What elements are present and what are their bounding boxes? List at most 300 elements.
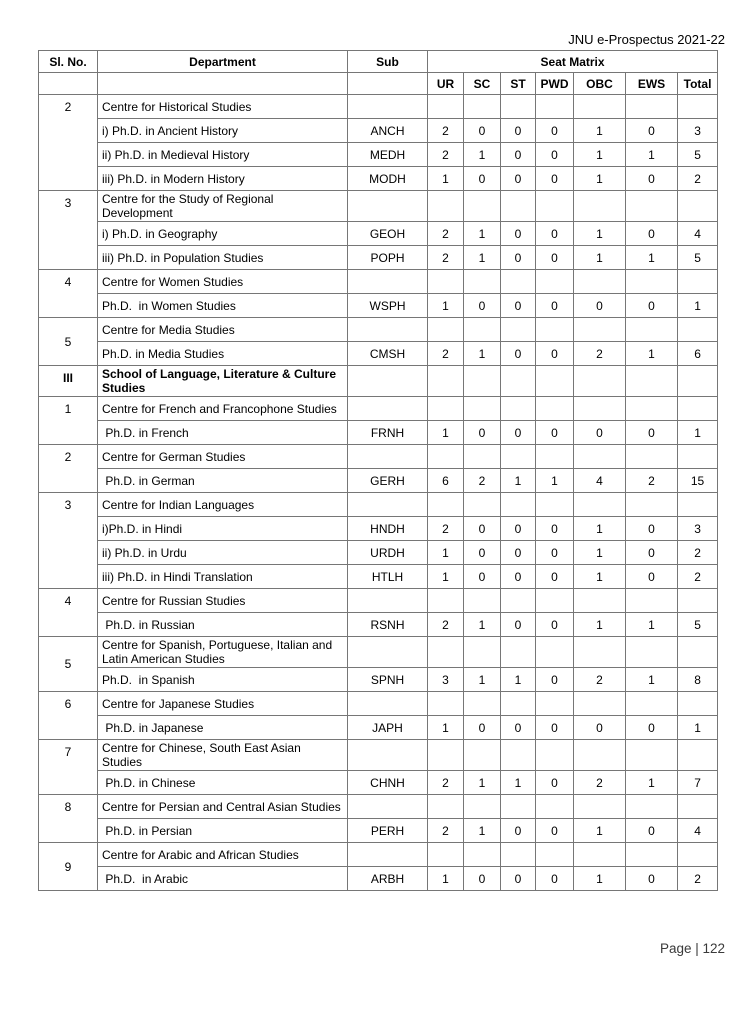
seat-cell-total: 2 — [678, 565, 718, 589]
table-row — [39, 692, 718, 716]
table-row — [39, 445, 718, 469]
seat-cell-total: 1 — [678, 421, 718, 445]
table-row — [39, 119, 718, 143]
seat-cell-st — [501, 366, 536, 397]
seat-cell-pwd: 0 — [536, 517, 574, 541]
seat-cell-ews: 0 — [626, 819, 678, 843]
department-cell: i) Ph.D. in Geography — [98, 222, 348, 246]
seat-cell-total: 4 — [678, 222, 718, 246]
seat-cell-obc — [574, 270, 626, 294]
department-cell: Centre for Chinese, South East Asian Studies — [98, 740, 348, 771]
seat-cell-total — [678, 795, 718, 819]
seat-cell-st — [501, 397, 536, 421]
seat-cell-ews: 1 — [626, 613, 678, 637]
seat-cell-sc: 0 — [464, 421, 501, 445]
seat-cell-sc — [464, 270, 501, 294]
col-header-st: ST — [501, 73, 536, 95]
department-cell: Ph.D. in Media Studies — [98, 342, 348, 366]
table-row — [39, 318, 718, 342]
seat-cell-st: 0 — [501, 342, 536, 366]
seat-cell-total — [678, 843, 718, 867]
table-row — [39, 270, 718, 294]
seat-cell-ur — [428, 740, 464, 771]
seat-cell-ews: 1 — [626, 342, 678, 366]
seat-cell-st: 0 — [501, 819, 536, 843]
table-row — [39, 167, 718, 191]
seat-cell-st — [501, 692, 536, 716]
seat-cell-total — [678, 637, 718, 668]
col-header-pwd: PWD — [536, 73, 574, 95]
seat-cell-ews: 1 — [626, 771, 678, 795]
seat-cell-ews — [626, 692, 678, 716]
seat-cell-pwd — [536, 366, 574, 397]
seat-cell-ews — [626, 843, 678, 867]
seat-cell-total — [678, 397, 718, 421]
seat-cell-ews: 0 — [626, 565, 678, 589]
table-row — [39, 771, 718, 795]
seat-cell-obc: 1 — [574, 819, 626, 843]
sl-no-cell: 1 — [39, 397, 98, 445]
seat-cell-pwd: 0 — [536, 819, 574, 843]
seat-cell-total: 5 — [678, 613, 718, 637]
seat-cell-st: 1 — [501, 771, 536, 795]
seat-cell-ews — [626, 795, 678, 819]
department-cell: Ph.D. in German — [98, 469, 348, 493]
department-cell: Centre for Arabic and African Studies — [98, 843, 348, 867]
seat-cell-st: 0 — [501, 517, 536, 541]
seat-cell-pwd: 0 — [536, 613, 574, 637]
seat-cell-ews — [626, 397, 678, 421]
department-cell: Ph.D. in Spanish — [98, 668, 348, 692]
seat-cell-sc — [464, 637, 501, 668]
col-header-sc: SC — [464, 73, 501, 95]
sub-code-cell: FRNH — [348, 421, 428, 445]
seat-cell-ews — [626, 191, 678, 222]
seat-cell-ews: 0 — [626, 294, 678, 318]
table-row — [39, 668, 718, 692]
sub-code-cell — [348, 366, 428, 397]
sl-no-cell: 3 — [39, 191, 98, 270]
col-header-seat-matrix: Seat Matrix — [428, 51, 718, 73]
department-cell: Centre for German Studies — [98, 445, 348, 469]
seat-cell-ur — [428, 397, 464, 421]
seat-cell-ur: 2 — [428, 613, 464, 637]
seat-cell-pwd: 0 — [536, 565, 574, 589]
seat-cell-ur — [428, 493, 464, 517]
seat-cell-ur: 1 — [428, 294, 464, 318]
seat-cell-st — [501, 445, 536, 469]
department-cell: Ph.D. in Chinese — [98, 771, 348, 795]
department-cell: Centre for Japanese Studies — [98, 692, 348, 716]
seat-cell-obc — [574, 493, 626, 517]
seat-cell-st: 0 — [501, 119, 536, 143]
seat-cell-total: 2 — [678, 867, 718, 891]
seat-cell-total — [678, 493, 718, 517]
table-row — [39, 867, 718, 891]
seat-cell-ews: 1 — [626, 143, 678, 167]
seat-cell-total — [678, 740, 718, 771]
department-cell: Centre for Spanish, Portuguese, Italian and Latin American Studies — [98, 637, 348, 668]
sub-code-cell: WSPH — [348, 294, 428, 318]
department-cell: Centre for the Study of Regional Development — [98, 191, 348, 222]
seat-cell-st: 0 — [501, 565, 536, 589]
seat-cell-pwd — [536, 191, 574, 222]
sub-code-cell — [348, 445, 428, 469]
seat-cell-sc: 1 — [464, 222, 501, 246]
department-cell: School of Language, Literature & Culture Studies — [98, 366, 348, 397]
col-header-sub: Sub — [348, 51, 428, 73]
seat-cell-ews: 0 — [626, 222, 678, 246]
seat-cell-ews — [626, 589, 678, 613]
seat-cell-obc: 2 — [574, 668, 626, 692]
seat-cell-obc: 1 — [574, 119, 626, 143]
sub-code-cell: JAPH — [348, 716, 428, 740]
department-cell: Centre for Indian Languages — [98, 493, 348, 517]
seat-cell-pwd: 0 — [536, 294, 574, 318]
seat-cell-obc: 1 — [574, 167, 626, 191]
seat-cell-pwd — [536, 795, 574, 819]
sub-code-cell — [348, 191, 428, 222]
col-header-total: Total — [678, 73, 718, 95]
seat-cell-sc: 1 — [464, 342, 501, 366]
seat-cell-obc — [574, 445, 626, 469]
empty-header-cell — [39, 73, 98, 95]
seat-cell-sc — [464, 366, 501, 397]
table-row — [39, 246, 718, 270]
seat-cell-ews — [626, 445, 678, 469]
seat-matrix-table — [38, 50, 718, 891]
seat-cell-st — [501, 637, 536, 668]
seat-cell-total: 1 — [678, 716, 718, 740]
seat-cell-ur — [428, 318, 464, 342]
seat-table-body — [39, 95, 718, 891]
seat-cell-sc — [464, 493, 501, 517]
seat-cell-sc: 1 — [464, 613, 501, 637]
seat-cell-ur: 1 — [428, 716, 464, 740]
seat-cell-ews: 2 — [626, 469, 678, 493]
seat-cell-obc — [574, 318, 626, 342]
sub-code-cell — [348, 637, 428, 668]
department-cell: Centre for Media Studies — [98, 318, 348, 342]
seat-cell-st — [501, 589, 536, 613]
seat-cell-sc: 1 — [464, 771, 501, 795]
seat-cell-pwd: 0 — [536, 716, 574, 740]
department-cell: i)Ph.D. in Hindi — [98, 517, 348, 541]
seat-cell-sc: 1 — [464, 143, 501, 167]
sub-code-cell: URDH — [348, 541, 428, 565]
seat-cell-total: 7 — [678, 771, 718, 795]
seat-cell-sc — [464, 191, 501, 222]
sub-code-cell: ARBH — [348, 867, 428, 891]
seat-cell-ews: 0 — [626, 421, 678, 445]
table-row — [39, 843, 718, 867]
seat-cell-ur: 2 — [428, 246, 464, 270]
seat-cell-ur — [428, 692, 464, 716]
seat-cell-pwd — [536, 318, 574, 342]
seat-cell-ur: 2 — [428, 517, 464, 541]
sub-code-cell: GEOH — [348, 222, 428, 246]
table-row — [39, 95, 718, 119]
col-header-obc: OBC — [574, 73, 626, 95]
seat-cell-ur: 2 — [428, 222, 464, 246]
seat-cell-ur — [428, 445, 464, 469]
seat-cell-st: 1 — [501, 668, 536, 692]
seat-cell-pwd — [536, 692, 574, 716]
seat-cell-pwd — [536, 445, 574, 469]
table-header-row — [39, 51, 718, 73]
seat-cell-obc: 4 — [574, 469, 626, 493]
seat-cell-ews: 1 — [626, 246, 678, 270]
seat-cell-obc: 2 — [574, 771, 626, 795]
table-row — [39, 191, 718, 222]
seat-cell-ews: 0 — [626, 541, 678, 565]
sub-code-cell: HNDH — [348, 517, 428, 541]
department-cell: iii) Ph.D. in Modern History — [98, 167, 348, 191]
seat-cell-total: 1 — [678, 294, 718, 318]
col-header-ur: UR — [428, 73, 464, 95]
sl-no-cell: 2 — [39, 445, 98, 493]
seat-cell-obc — [574, 95, 626, 119]
table-row — [39, 517, 718, 541]
seat-cell-pwd — [536, 843, 574, 867]
sub-code-cell: CMSH — [348, 342, 428, 366]
table-row — [39, 637, 718, 668]
sub-code-cell: GERH — [348, 469, 428, 493]
seat-cell-obc: 1 — [574, 517, 626, 541]
department-cell: Ph.D. in Persian — [98, 819, 348, 843]
seat-cell-total: 8 — [678, 668, 718, 692]
seat-cell-st: 0 — [501, 167, 536, 191]
sub-code-cell — [348, 270, 428, 294]
table-row — [39, 397, 718, 421]
col-header-sl-no: Sl. No. — [39, 51, 98, 73]
sub-code-cell — [348, 589, 428, 613]
department-cell: Centre for Persian and Central Asian Studies — [98, 795, 348, 819]
seat-cell-pwd: 0 — [536, 342, 574, 366]
sub-code-cell: POPH — [348, 246, 428, 270]
seat-cell-ur — [428, 191, 464, 222]
department-cell: Centre for Women Studies — [98, 270, 348, 294]
seat-cell-total: 4 — [678, 819, 718, 843]
seat-cell-obc — [574, 740, 626, 771]
table-row — [39, 795, 718, 819]
table-row — [39, 366, 718, 397]
sub-code-cell: CHNH — [348, 771, 428, 795]
table-row — [39, 740, 718, 771]
department-cell: ii) Ph.D. in Medieval History — [98, 143, 348, 167]
seat-cell-obc: 0 — [574, 294, 626, 318]
sub-code-cell — [348, 493, 428, 517]
seat-cell-ur — [428, 95, 464, 119]
seat-cell-total: 15 — [678, 469, 718, 493]
seat-cell-total — [678, 95, 718, 119]
sl-no-cell: 4 — [39, 589, 98, 637]
seat-cell-obc: 1 — [574, 143, 626, 167]
seat-cell-total — [678, 445, 718, 469]
seat-cell-total — [678, 270, 718, 294]
seat-cell-st: 0 — [501, 294, 536, 318]
seat-cell-st: 0 — [501, 613, 536, 637]
seat-cell-st — [501, 493, 536, 517]
seat-cell-ews: 0 — [626, 167, 678, 191]
seat-cell-sc: 0 — [464, 541, 501, 565]
seat-cell-obc — [574, 692, 626, 716]
seat-cell-pwd: 0 — [536, 143, 574, 167]
seat-cell-obc: 1 — [574, 867, 626, 891]
sub-code-cell — [348, 795, 428, 819]
seat-cell-sc: 0 — [464, 167, 501, 191]
seat-cell-pwd: 0 — [536, 421, 574, 445]
seat-cell-obc: 0 — [574, 421, 626, 445]
table-row — [39, 613, 718, 637]
seat-cell-ur: 1 — [428, 167, 464, 191]
sub-code-cell: ANCH — [348, 119, 428, 143]
seat-cell-st: 0 — [501, 421, 536, 445]
seat-cell-sc: 2 — [464, 469, 501, 493]
seat-cell-total: 5 — [678, 143, 718, 167]
sl-no-cell: 9 — [39, 843, 98, 891]
seat-cell-obc — [574, 795, 626, 819]
department-cell: Centre for French and Francophone Studies — [98, 397, 348, 421]
seat-cell-sc — [464, 318, 501, 342]
seat-cell-ews — [626, 637, 678, 668]
seat-cell-st — [501, 795, 536, 819]
seat-cell-obc — [574, 366, 626, 397]
seat-cell-total: 6 — [678, 342, 718, 366]
seat-cell-ur: 1 — [428, 565, 464, 589]
seat-cell-total: 5 — [678, 246, 718, 270]
seat-cell-obc: 1 — [574, 613, 626, 637]
sub-code-cell — [348, 95, 428, 119]
sub-code-cell: MODH — [348, 167, 428, 191]
table-row — [39, 143, 718, 167]
seat-cell-st — [501, 740, 536, 771]
sl-no-cell: 8 — [39, 795, 98, 843]
seat-cell-ews — [626, 95, 678, 119]
sub-code-cell — [348, 318, 428, 342]
seat-cell-total — [678, 318, 718, 342]
sub-code-cell: SPNH — [348, 668, 428, 692]
seat-cell-ur — [428, 366, 464, 397]
seat-cell-sc: 0 — [464, 867, 501, 891]
seat-cell-sc: 1 — [464, 668, 501, 692]
seat-cell-pwd: 0 — [536, 867, 574, 891]
seat-cell-pwd: 0 — [536, 541, 574, 565]
sl-no-cell: III — [39, 366, 98, 397]
seat-cell-ews — [626, 493, 678, 517]
seat-cell-pwd: 0 — [536, 246, 574, 270]
seat-cell-ews — [626, 318, 678, 342]
seat-cell-sc: 0 — [464, 565, 501, 589]
seat-cell-st — [501, 843, 536, 867]
table-row — [39, 493, 718, 517]
seat-cell-sc: 0 — [464, 119, 501, 143]
seat-cell-ur: 1 — [428, 867, 464, 891]
seat-cell-ur — [428, 589, 464, 613]
seat-cell-obc: 1 — [574, 565, 626, 589]
table-row — [39, 819, 718, 843]
seat-cell-ur: 6 — [428, 469, 464, 493]
seat-cell-sc: 1 — [464, 819, 501, 843]
seat-cell-pwd: 0 — [536, 771, 574, 795]
seat-cell-obc: 1 — [574, 246, 626, 270]
seat-cell-obc: 1 — [574, 541, 626, 565]
seat-cell-total: 2 — [678, 541, 718, 565]
seat-cell-ur — [428, 795, 464, 819]
seat-cell-st: 0 — [501, 867, 536, 891]
seat-cell-st — [501, 318, 536, 342]
seat-cell-sc — [464, 445, 501, 469]
department-cell: Ph.D. in Japanese — [98, 716, 348, 740]
seat-cell-pwd — [536, 589, 574, 613]
seat-cell-total — [678, 366, 718, 397]
seat-cell-total: 3 — [678, 517, 718, 541]
page-number: Page | 122 — [659, 941, 725, 956]
empty-header-cell — [348, 73, 428, 95]
seat-cell-sc: 0 — [464, 294, 501, 318]
seat-cell-ews — [626, 270, 678, 294]
sl-no-cell: 5 — [39, 637, 98, 692]
seat-cell-sc — [464, 397, 501, 421]
department-cell: Ph.D. in French — [98, 421, 348, 445]
seat-cell-pwd — [536, 493, 574, 517]
col-header-ews: EWS — [626, 73, 678, 95]
department-cell: Ph.D. in Women Studies — [98, 294, 348, 318]
seat-cell-st — [501, 270, 536, 294]
table-row — [39, 421, 718, 445]
empty-header-cell — [98, 73, 348, 95]
document-title: JNU e-Prospectus 2021-22 — [568, 32, 725, 47]
seat-cell-sc — [464, 95, 501, 119]
seat-cell-ews — [626, 740, 678, 771]
seat-cell-ews — [626, 366, 678, 397]
seat-columns-header-row — [39, 73, 718, 95]
seat-cell-st: 0 — [501, 143, 536, 167]
seat-cell-pwd: 0 — [536, 167, 574, 191]
seat-cell-pwd: 0 — [536, 222, 574, 246]
department-cell: iii) Ph.D. in Population Studies — [98, 246, 348, 270]
sl-no-cell: 6 — [39, 692, 98, 740]
seat-cell-pwd — [536, 270, 574, 294]
seat-cell-sc — [464, 740, 501, 771]
seat-cell-pwd: 0 — [536, 119, 574, 143]
table-row — [39, 294, 718, 318]
seat-cell-obc: 0 — [574, 716, 626, 740]
seat-cell-ur: 3 — [428, 668, 464, 692]
table-row — [39, 222, 718, 246]
seat-cell-sc: 1 — [464, 246, 501, 270]
department-cell: Centre for Russian Studies — [98, 589, 348, 613]
seat-cell-st: 1 — [501, 469, 536, 493]
seat-cell-st: 0 — [501, 246, 536, 270]
sl-no-cell: 4 — [39, 270, 98, 318]
seat-cell-sc — [464, 795, 501, 819]
seat-cell-ews: 0 — [626, 716, 678, 740]
seat-cell-obc — [574, 843, 626, 867]
department-cell: Centre for Historical Studies — [98, 95, 348, 119]
seat-cell-sc — [464, 843, 501, 867]
seat-cell-ur: 1 — [428, 541, 464, 565]
seat-cell-ur: 2 — [428, 143, 464, 167]
sl-no-cell: 3 — [39, 493, 98, 589]
seat-cell-obc: 1 — [574, 222, 626, 246]
seat-cell-ews: 1 — [626, 668, 678, 692]
seat-cell-ur: 2 — [428, 119, 464, 143]
seat-cell-total: 3 — [678, 119, 718, 143]
sub-code-cell: PERH — [348, 819, 428, 843]
department-cell: iii) Ph.D. in Hindi Translation — [98, 565, 348, 589]
seat-cell-total — [678, 589, 718, 613]
